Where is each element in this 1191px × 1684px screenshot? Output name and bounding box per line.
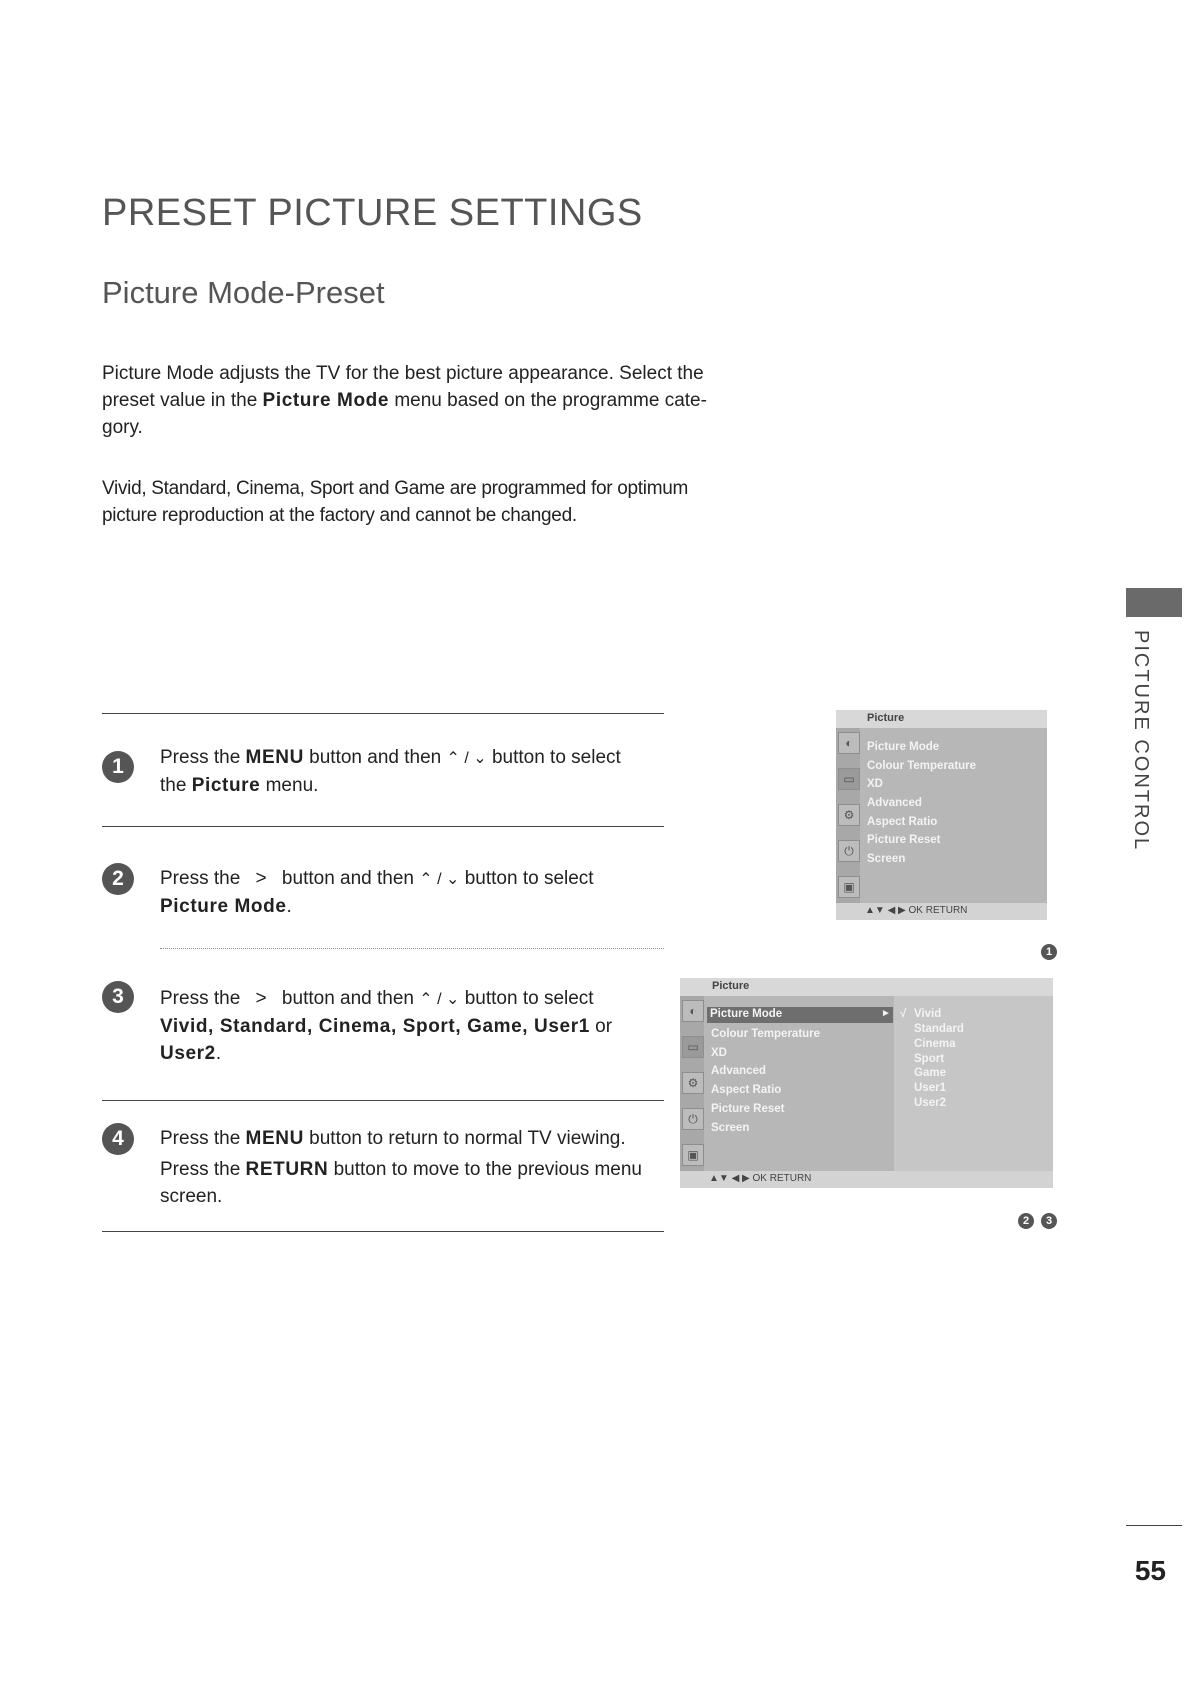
right-arrow-icon: >: [255, 868, 267, 889]
text: menu.: [260, 775, 319, 796]
step-3-text: [160, 985, 665, 1067]
menu-item: Picture Mode: [867, 741, 940, 753]
divider: [102, 826, 664, 827]
return-button-term: RETURN: [245, 1159, 329, 1180]
nav-hint: ▲▼ ◀ ▶ OK RETURN: [865, 905, 968, 916]
settings-icon: ⚙: [682, 1072, 704, 1094]
right-arrow-icon: ►: [881, 1008, 891, 1019]
step-line: [160, 893, 665, 920]
page-number-rule: [1126, 1525, 1182, 1526]
settings-icon: ⚙: [838, 804, 860, 826]
text: Press the: [160, 1128, 246, 1149]
text: button and then: [303, 747, 447, 768]
menu-item: Advanced: [867, 797, 922, 809]
text: Press the: [160, 747, 246, 768]
menu-item: Colour Temperature: [711, 1028, 821, 1040]
chapter-label-text: PICTURE CONTROL: [1130, 630, 1152, 852]
option-item: Cinema: [914, 1038, 956, 1050]
picture-mode-menu-screenshot: [680, 978, 1053, 1188]
menu-title-bar: [680, 978, 1053, 996]
menu-title: Picture: [712, 980, 750, 992]
step-line: [160, 1013, 665, 1040]
text: .: [215, 1043, 222, 1064]
menu-title: Picture: [867, 712, 905, 724]
menu-item: Screen: [711, 1122, 750, 1134]
lock-icon: ▣: [682, 1144, 704, 1166]
text: or: [589, 1016, 613, 1037]
menu-icon-column: [680, 996, 704, 1171]
step-line: [160, 772, 665, 799]
mode-term: User2: [160, 1043, 216, 1064]
step-line: screen.: [160, 1186, 223, 1207]
mode-list: Vivid, Standard, Cinema, Sport, Game, User1: [160, 1016, 590, 1037]
intro-line-2: [102, 387, 722, 414]
text: Press the: [160, 988, 246, 1009]
step-line: [160, 1040, 665, 1067]
menu-item: Screen: [867, 853, 906, 865]
screen-icon: ▭: [838, 768, 860, 790]
text: Press the: [160, 868, 246, 889]
intro-line-3: gory.: [102, 417, 143, 438]
note-line-2: picture reproduction at the factory and cannot be changed.: [102, 505, 577, 526]
step-badge: 1: [1041, 944, 1057, 960]
step-number: 1: [102, 751, 134, 783]
menu-term: Picture: [191, 775, 261, 796]
step-4-text: [160, 1125, 665, 1210]
option-item: User2: [914, 1097, 946, 1109]
up-down-icon: ⌃ / ⌄: [419, 871, 460, 888]
menu-item: XD: [711, 1047, 727, 1059]
up-down-icon: ⌃ / ⌄: [419, 991, 460, 1008]
check-icon: √: [900, 1008, 907, 1020]
menu-footer: [836, 903, 1047, 920]
text: button to select: [486, 747, 621, 768]
step-line: [160, 865, 665, 893]
menu-item: Advanced: [711, 1065, 766, 1077]
page-title: PRESET PICTURE SETTINGS: [102, 192, 643, 234]
step-line: [160, 744, 665, 772]
power-icon: ⏻: [838, 840, 860, 862]
note-paragraph: [102, 475, 702, 529]
text: button to return to normal TV viewing.: [303, 1128, 626, 1149]
step-2-text: [160, 865, 665, 920]
menu-term: Picture Mode: [262, 390, 390, 411]
nav-hint: ▲▼ ◀ ▶ OK RETURN: [709, 1173, 812, 1184]
picture-menu-screenshot: [836, 710, 1047, 920]
lock-icon: ▣: [838, 876, 860, 898]
step-badge: 3: [1041, 1213, 1057, 1229]
page-number: 55: [1134, 1555, 1166, 1586]
section-tab: [1126, 588, 1182, 617]
step-number: 4: [102, 1123, 134, 1155]
text: button to select: [459, 868, 594, 889]
option-item: Standard: [914, 1023, 964, 1035]
chapter-label: [1120, 630, 1160, 870]
picture-icon: ◐: [682, 1000, 704, 1022]
option-item: User1: [914, 1082, 946, 1094]
intro-text: menu based on the programme cate-: [389, 390, 707, 411]
text: button to select: [459, 988, 594, 1009]
divider-dotted: [160, 948, 664, 949]
divider: [102, 1231, 664, 1232]
step-number: 2: [102, 863, 134, 895]
menu-item: Aspect Ratio: [711, 1084, 782, 1096]
menu-item: Colour Temperature: [867, 760, 977, 772]
up-down-icon: ⌃ / ⌄: [446, 750, 487, 767]
menu-footer: [680, 1171, 1053, 1188]
divider: [102, 713, 664, 714]
power-icon: ⏻: [682, 1108, 704, 1130]
step-badge: 2: [1018, 1213, 1034, 1229]
menu-item: Aspect Ratio: [867, 816, 938, 828]
screen-icon: ▭: [682, 1036, 704, 1058]
section-title: Picture Mode-Preset: [102, 275, 385, 310]
menu-icon-column: [836, 728, 860, 903]
option-item: Sport: [914, 1053, 945, 1065]
intro-line-1: Picture Mode adjusts the TV for the best picture appearance. Select the: [102, 363, 704, 384]
menu-button-term: MENU: [245, 1128, 304, 1149]
right-arrow-icon: >: [255, 988, 267, 1009]
text: button and then: [276, 868, 420, 889]
menu-item: Picture Reset: [867, 834, 941, 846]
menu-term: Picture Mode: [160, 896, 287, 917]
option-item: Game: [914, 1067, 946, 1079]
text: button and then: [276, 988, 420, 1009]
text: Press the: [160, 1159, 246, 1180]
text: the: [160, 775, 192, 796]
step-number: 3: [102, 981, 134, 1013]
step-line: [160, 985, 665, 1013]
step-1-text: [160, 744, 665, 799]
option-item: Vivid: [914, 1008, 942, 1020]
text: .: [286, 896, 292, 917]
menu-item: XD: [867, 778, 883, 790]
intro-paragraph: [102, 360, 722, 441]
step-line: [160, 1156, 665, 1183]
menu-item: Picture Reset: [711, 1103, 785, 1115]
text: button to move to the previous menu: [328, 1159, 642, 1180]
divider: [102, 1100, 664, 1101]
intro-text: preset value in the: [102, 390, 263, 411]
menu-title-bar: [836, 710, 1047, 728]
step-line: [160, 1125, 665, 1152]
menu-item-selected: Picture Mode: [710, 1008, 783, 1020]
note-line-1: Vivid, Standard, Cinema, Sport and Game are programmed for optimum: [102, 478, 689, 499]
picture-icon: ◐: [838, 732, 860, 754]
menu-button-term: MENU: [245, 747, 304, 768]
